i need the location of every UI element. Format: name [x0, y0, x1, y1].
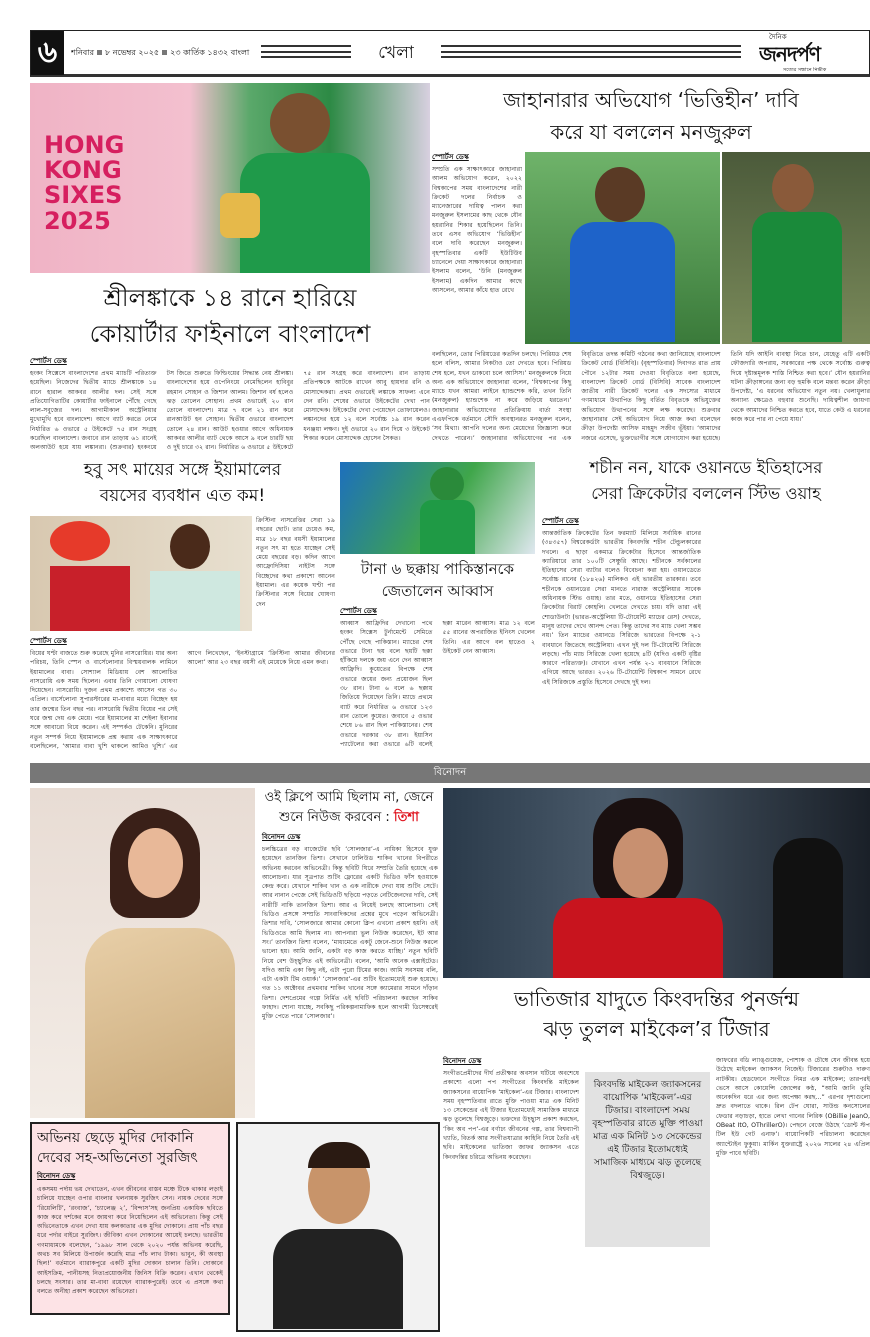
article-body: চলচ্চিত্রের বড় বাজেটের ছবি ‘সোলজার’-এ নায়িকা হিসেবে যুক্ত হয়েছেন তানজিন তিশা। সেখানে ঢালিউড শাকিব খানের বিপরীতে অভিনয় করবেন অভিনেত্রী। কিন্তু ছবিটি ঘিরে সম্প্রতি তৈরি হয়েছে এক আলোচনা। যার সূত্রপাত শুটিং ফ্লোরের একটি ভিডিও ফাঁস হওয়াকে কেন্দ্র করে। যেখানে শাকিব খান ও এক নারীকে দেখা যায় শুটিং সেটে। আর নানান পেজে সেই ভিডিওটি ছড়িয়ে পড়তে নেটিজেনদের দাবি, সেই নারীটি নাকি তানজিন তিশা। আর এ নিয়েই চলছে আলোচনা। সেই ভিডিও প্রসঙ্গে সম্প্রতি সাংবাদিকদের প্রশ্নের মুখে পড়েন অভিনেত্রী। তিশার দাবি, ‘সোলজারে আমার কোনো ক্লিপ এখনো প্রকাশ হয়নি। ওই ভিডিওতে আমি ছিলাম না। আপনারা ভুল নিউজ করেছেন, ইট আর সং।’ তানজিন তিশা বলেন, ‘মাধ্যমেতে একটু জেনে-শুনে নিউজ করলে ভালো হয়। আমি জানি, একটা বড় কাজ করতে যাচ্ছি।’ নতুন ছবিটি নিয়ে বেশ উচ্ছ্বসিত এই অভিনেত্রী। বলেন, ‘আমি অনেক এক্সাইটেড। যদিও আমি একা কিছু নই, এটা পুরো টিমের কাজ। আমি সবসময় বলি, এটা একটা টিম ওয়ার্ক।’ ‘সোলজার’-এর শুটিং ইতোমধ্যেই শুরু হয়েছে। গত ১১ অক্টোবর প্রথমবার শাকিব খানের সঙ্গে ক্যামেরার সামনে দাঁড়ান তিশা। দেশপ্রেমের গল্পে নির্মিত এই ছবিটি পরিচালনা করছেন সাকিব ফাহাদ। শোনা যাচ্ছে, সবকিছু পরিকল্পনামাফিক হলে আগামী ডিসেম্বরেই মুক্তি পেতে পারে ‘সোলজার’। — [262, 846, 438, 1021]
person-head-shape — [772, 164, 814, 212]
section-bar-entertainment: বিনোদন — [30, 763, 870, 783]
person-shirt-shape — [570, 222, 675, 342]
person-jersey-shape — [752, 212, 842, 342]
section-name: খেলা — [378, 43, 414, 63]
article-body: আব্বাস আফ্রিদির দেখানো পথে হংকং সিক্সেস টুর্নামেন্টে সেমিতে পৌঁছে গেছে পাকিস্তান। ম্যাচের শেষ ওভারে টানা ছয় বলে ছয়টি ছক্কা হাঁকিয়ে দলকে জয় এনে দেন আব্বাস আফ্রিদি। কুয়েতের বিপক্ষে শেষ ওভারে জয়ের জন্য প্রয়োজন ছিল ৩৮ রান। টানা ৬ বলে ৬ ছক্কায় জিতিয়ে দিয়েছেন তিনি। ম্যাচে প্রথমে ব্যাট করে নির্ধারিত ৬ ওভারে ১২৩ রান তোলে কুয়েত। জবাবে ৫ ওভার শেষে ৮৬ রান ছিল পাকিস্তানের। শেষ ওভারে দরকার ৩৮ রান। ইয়াসিন প্যাটেলের করা ওভারে ৬টি বলেই ছক্কা মারেন আব্বাস। মাত্র ১২ বলে ৫৫ রানের অপরাজিত ইনিংস খেলেন তিনি। এর আগে বল হাতেও ২ উইকেট নেন আব্বাস। — [340, 620, 535, 748]
headline-line: হবু সৎ মায়ের সঙ্গে ইয়ামালের — [83, 460, 282, 480]
spain-jersey-shape — [50, 566, 130, 631]
shirt-shape — [273, 1229, 403, 1329]
byline: বিনোদন ডেস্ক — [262, 833, 301, 841]
headline-line: বয়সের ব্যবধান এত কম! — [99, 486, 266, 506]
headline-line: শচীন নন, যাকে ওয়ানডে ইতিহাসের — [589, 458, 823, 477]
headline-story7 — [443, 984, 870, 1044]
headline-line: জেতালেন আব্বাস — [381, 582, 494, 600]
article-body: সংগীতপ্রেমীদের দীর্ঘ প্রতীক্ষার অবসান ঘটিয়ে অবশেষে প্রকাশ্যে এলো পপ সংগীতের কিংবদন্তি মাইকেল জ্যাকসনের বায়োপিক ‘মাইকেল’-এর টিজার। বাংলাদেশ সময় বৃহস্পতিবার রাতে মুক্তি পাওয়া মাত্র এক মিনিট ১৩ সেকেন্ডের এই টিজার ইতোমধ্যেই সামাজিক মাধ্যমে ঝড় তুলেছে বিশ্বজুড়ে। ভক্তদের উচ্ছ্বাস প্রকাশ করছেন, ‘কিং অব পপ’-এর বর্ণাঢ্য জীবনের গল্প, তার বিশ্বব্যাপী খ্যাতি, বিতর্ক আর সংগীতযাত্রার কাহিনি নিয়ে তৈরি এই ছবি। মাইকেলের ভাতিজা জাফর জ্যাকসন এতে কিংবদন্তির চরিত্রে অভিনয় করেছেন। — [443, 1070, 579, 1161]
headline-story1 — [30, 280, 430, 352]
byline: বিনোদন ডেস্ক — [443, 1057, 482, 1065]
abbas-photo — [340, 462, 535, 554]
headline-story5 — [542, 455, 870, 507]
headline-line: করে যা বললেন মনজুরুল — [550, 120, 752, 144]
face-shape — [613, 828, 668, 898]
headline-line: টানা ৬ ছক্কায় পাকিস্তানকে — [360, 560, 515, 578]
page-number: ৬ — [31, 31, 64, 75]
separator-icon — [97, 50, 102, 55]
headline-line: ঝড় তুলল মাইকেল’র টিজার — [543, 1017, 770, 1041]
date-english: ৮ নভেম্বর ২০২৫ — [104, 48, 160, 57]
article-body: হংকং সিক্সেসে বাংলাদেশের প্রথম ম্যাচটি পরিত্যক্ত হয়েছিল। নিজেদের দ্বিতীয় ম্যাচে শ্রীলঙ্কাকে ১৪ রানে হারাল আকবর আলীর দল। সেই সঙ্গে প্রতিযোগিতাটির কোয়ার্টার ফাইনালে পৌঁছে গেছে লাল-সবুজের দল। আগামীকাল অস্ট্রেলিয়ার মুখোমুখি হবে বাংলাদেশ। আগে ব্যাট করতে নেমে নির্ধারিত ৬ ওভারে ৫ উইকেটে ৭৫ রান সংগ্রহ করেছিল বাংলাদেশ। জবাবে রান তাড়ায় ৬১ রানেই অলআউট হয়ে যায় লঙ্কানরা। (শুক্রবার) হংকংয়ে টস জিতে শুরুতে ফিল্ডিংয়ের সিদ্ধান্ত নেয় শ্রীলঙ্কা। বাংলাদেশের হয়ে ওপেনিংয়ে নেমেছিলেন হাবিবুর রহমান সোহান ও জিশান আলম। জিশান বর্ষ হলেও ঝড় তোলেন সোহান। প্রথম ওভারেই ২০ রান তোলে বাংলাদেশ। মাত্র ৭ বলে ২১ রান করে রানআউট হন সোহান। দ্বিতীয় ওভারে বাংলাদেশ তোলে ২৪ রান। আউট হওয়ার আগে অধিনায়ক আকবর আলীর ব্যাট থেকে আসে ৯ বলে চারটি ছয় ও দুই চারে ৩২ রান। নির্ধারিত ৬ ওভারে ৫ উইকেটে ৭৫ রান সংগ্রহ করে বাংলাদেশ। রান তাড়ায় প্রতিপক্ষকে আটকে রাখেন আবু হায়দার রনি ও মোসাদ্দেকরা। প্রথম ওভারেই লঙ্কাকে সাফল্য এনে দেন রনি। শেষের ওভারে উইকেটের দেখা পান মোসাদ্দেক। উইকেটের দেখা পেয়েছেন তোফায়েলও। লঙ্কানদের হয়ে ১২ বলে সর্বোচ্চ ১৯ রান করেন ধনঞ্জয়া লক্ষণ। দুই ওভারে ২০ রান দিয়ে ৩ উইকেট শিকার করেন মোসাদ্দেক হোসেন সৈকত। — [30, 370, 430, 452]
person-shirt-shape — [150, 571, 240, 631]
byline: বিনোদন ডেস্ক — [37, 1172, 76, 1180]
brand-prefix: দৈনিক — [769, 33, 787, 41]
manjurul-photo — [525, 152, 720, 344]
masthead — [30, 30, 870, 77]
headline-story4 — [340, 558, 535, 602]
helmet-shape — [430, 467, 464, 501]
byline: স্পোর্টস ডেস্ক — [340, 607, 377, 615]
face-shape — [128, 828, 183, 898]
headline-line: ভাতিজার যাদুতে কিংবদন্তির পুনর্জন্ম — [513, 987, 800, 1011]
trophy-shape — [220, 193, 260, 238]
tisha-photo — [30, 788, 255, 1118]
photo-caption: HONG KONG SIXES 2025 — [44, 131, 125, 235]
person-head-shape — [595, 167, 645, 222]
article-body: সম্প্রতি এক সাক্ষাৎকারে জাহানারা আলম অভিযোগ করেন, ২০২২ বিশ্বকাপের সময় বাংলাদেশের নারী ক্রিকেট দলের নির্বাচক ও ম্যানেজারের দায়িত্ব পালন করা মনজুরুল ইসলামের কাছ থেকে যৌন হয়রানির শিকার হয়েছিলেন তিনি। তবে এসব অভিযোগ ‘ভিত্তিহীন’ বলে দাবি করেছেন মনজুরুল। বৃহস্পতিবার একটি ইউটিউব চ্যানেলে দেয়া সাক্ষাৎকারে জাহানারা ইসলাম বলেন, ‘উনি (মনজুরুল ইসলাম) একদিন আমার কাছে আসলেন, আমার কাঁধে হাত রেখে — [432, 166, 522, 294]
article-body: আন্তর্জাতিক ক্রিকেটের তিন ফরম্যাট মিলিয়ে সর্বাধিক রানের (৩৪৩৫৭) বিশ্বরেকর্ডটা ভারতীয় কিংবদন্তি শচীন টেন্ডুলকারের দখলে। এ ছাড়া একমাত্র ক্রিকেটার হিসেবে আন্তর্জাতিক ক্যারিয়ারে তার ১০০টি সেঞ্চুরি আছে। শচীনকে সর্বকালের ইতিহাসের সেরা ব্যাটার বলেও বিবেচনা করা হয়। ওয়ানডেতে সর্বোচ্চ রানের (১৮৪২৬) মালিকও এই ভারতীয় তারকার। তবে শচীনকে ওয়ানডের সেরা মানতে নারাজ অস্ট্রেলিয়ার সাবেক অধিনায়ক স্টিভ ওয়াহ। তার মতে, ওয়ানডে ইতিহাসের সেরা ক্রিকেটার বিরাট কোহলি। খেলতে দেখতে চায়। যদি তারা এই শোডাউনটা (ভারত-অস্ট্রেলিয়া টি-টোয়েন্টি ম্যাচের রেস) দেখতে, মানুষ তাদের দেখে আনন্দ পেত। কিন্তু তাদের সব ম্যাচ খেলা সম্ভব নয়।’ তিন ম্যাচের ওয়ানডে সিরিজে ভারতের বিপক্ষে ২-১ ব্যবধানে জিতেছে অস্ট্রেলিয়া। এখন দুই দল টি-টোয়েন্টি সিরিজে লড়ছে। পাঁচ ম্যাচ সিরিজে খেলা হয়েছে ৪টি (যদিও একটি বৃষ্টির কারণে পরিত্যক্ত)। যেখানে এখন পর্যন্ত ২-১ ব্যবধানে সিরিজে এগিয়ে আছে ভারত। ২০২৬ টি-টোয়েন্টি বিশ্বকাপ সামনে রেখে এই সিরিজকে প্রস্তুতি হিসেবে দেখছে দুই দল। — [542, 530, 701, 686]
story-box-surajit — [30, 1122, 230, 1315]
decorative-rules — [261, 45, 351, 59]
date-bangla: ২৩ কার্তিক ১৪৩২ বাংলা — [170, 48, 250, 57]
headline-story8 — [37, 1128, 223, 1168]
byline: স্পোর্টস ডেস্ক — [30, 357, 67, 365]
headline-line: অভিনয় ছেড়ে মুদির দোকানি — [37, 1130, 194, 1146]
article-body: বিয়ের ঘণ্টা বাজতে শুরু করেছে মুনির নাসরোয়ির। যার অন্য পরিচয়, তিনি স্পেন ও বার্সেলোনার বিস্ময়বালক লামিনে ইয়ামালের বাবা। সোশ্যাল মিডিয়ায় বেশ আলোচিত নাসরোয়ি এক সময় ছিলেন। এবার তিনি গোয়ালো ঘোষণা দিয়েছেন। নাসরোয়ি। দুজন প্রথম প্রকাশ্যে আসেন গত ৩০ এপ্রিল। বার্সেলোনা সুপারস্টারের মা-বাবার মধ্যে বিচ্ছেদ হয় তার জন্মের তিন বছর পর। নাসরোয়ি দ্বিতীয় বিয়ের পর সেই ঘরে জন্ম দেয় এক মেয়ে। পরে ইয়ামালের মা শেইলা ইবানার সঙ্গে আবারো বিয়ে করেন। এই সম্পর্কও টেকেনি। মুনিরের নতুন সম্পর্ক নিয়ে ইয়ামালকে প্রশ্ন করায় এক সাক্ষাৎকারে বলেছিলেন, ‘আমার বাবা খুশি থাকলে আমিও খুশি।’ এর আগে লিখেছেন, ‘ইনস্টাগ্রামে ‘ক্রিস্টিনা আমার জীবনের আলো’ আর ২৩ বছর বয়সী এই মেয়েকে নিয়ে এমন কথা। — [30, 650, 335, 750]
pull-quote: কিংবদন্তি মাইকেল জ্যাকসনের বায়োপিক ‘মাইকেল’-এর টিজার। বাংলাদেশ সময় বৃহস্পতিবার রাতে মুক্তি পাওয়া মাত্র এক মিনিট ১৩ সেকেন্ডের এই টিজার ইতোমধ্যেই সামাজিক মাধ্যমে ঝড় তুলেছে বিশ্বজুড়ে। — [585, 1072, 710, 1247]
headline-story2 — [432, 84, 870, 148]
article-side-text: ক্রিস্টিনা নাসরেত্তির সেরা ১৯ বছরের ছোট। তার চেয়েও কম, মাত্র ১৮ বছর বয়সী ইয়ামালের নতুন সৎ মা হতে যাচ্ছেন সেই মেয়ে বছরের বড়। কদিন আগে আফ্রোদিসিয়া নাইটস সঙ্গে বিচ্ছেদের কথা প্রকাশ্যে আনেন ইয়ামাল। এর কয়েক ঘণ্টা পর ক্রিস্টিনার সঙ্গে বিয়ের ঘোষণা দেন — [256, 517, 335, 608]
article-body: বলছিলেন, তোর পিরিয়ডের কতদিন চলছে। পিরিয়ড শেষ হলে বলিস, আমার নিকটাও তো দেখতে হবে। পিরিয়ড শেষ হলে, যখন ডাকবো চলে আসিস।’ মনজুরুলকে নিয়ে অন্য এক অভিযোগে জাহানারা বলেন, ‘বিশ্বকাপের কিছু ম্যাচে যখন আমরা লাইনে হ্যান্ডশেক করি, তখন তিনি (মনজুরুল) হ্যান্ডশেক না করে জড়িয়ে ধরতেন।’ জাহানারার অভিযোগের প্রতিক্রিয়ায় বার্তা সংস্থা এএফপিকে বর্তমানে সৌদি অবস্থানরত মনজুরুল বলেন, ‘সব মিথ্যা। আপনি দলের অন্য মেয়েদের জিজ্ঞাসা করে দেখতে পারেন।’ জাহানারার অভিযোগের পর এক বিবৃতিতে তদন্ত কমিটি গঠনের কথা জানিয়েছে বাংলাদেশ ক্রিকেট বোর্ড (বিসিবি)। (বৃহস্পতিবার) দিবাগত রাত প্রায় পৌনে ১২টার সময় দেওয়া বিবৃতিতে বলা হয়েছে, বাংলাদেশ ক্রিকেট বোর্ড (বিসিবি) সাবেক বাংলাদেশ জাতীয় নারী ক্রিকেট দলের এক সদস্যের মাধ্যমে গণমাধ্যমে উত্থাপিত কিছু বর্তিত বিবৃতকে অভিযুক্তের অভিযোগ উত্থাপনের সঙ্গে লক্ষ করেছে। শুক্রবার জাহানারার সেই অভিযোগ নিয়ে আজ কথা বলেছেন ক্রীড়া উপদেষ্টা আসিফ মাহমুদ সজীব ভূঁইয়া। ‘আমাদের নজরে এসেছে, ভুক্তভোগীর সঙ্গে যোগাযোগ করা হয়েছে। তিনি যদি আইনি ব্যবস্থা নিতে চান, যেহেতু এটি একটি ফৌজদারি অপরাধ, সরকারের পক্ষ থেকে সর্বোচ্চ গুরুত্ব দিয়ে দৃষ্টান্তমূলক শাস্তি নিশ্চিত করা হবে।’ যৌন হয়রানির ঘটনা ক্রীড়াঙ্গনের জন্য বড় হুমকি বলে মন্তব্য করেন ক্রীড়া উপদেষ্টা, ‘এ ধরনের অভিযোগ নতুন নয়। খেলাধুলার অন্যান্য ক্ষেত্রেও বহুবার শুনেছি। দায়িত্বশীল জায়গা থেকে আমাদের নিশ্চিত করতে হবে, যাতে কেউ এ ধরনের কাজ করে পার না পেয়ে যায়।’ — [432, 351, 870, 442]
surajit-photo — [236, 1122, 440, 1332]
yamal-father-photo — [30, 516, 252, 631]
jahanara-photo — [722, 152, 870, 344]
player-head-shape — [270, 93, 330, 153]
red-jacket-shape — [553, 898, 723, 978]
day: শনিবার — [71, 48, 94, 57]
headline-line: দেবের সহ-অভিনেতা সুরজিৎ — [37, 1150, 198, 1166]
brand-tagline: সত্যের সন্ধানে নির্ভীক — [783, 67, 827, 73]
byline: স্পোর্টস ডেস্ক — [432, 153, 469, 161]
gown-shape — [85, 928, 235, 1118]
byline: স্পোর্টস ডেস্ক — [542, 517, 579, 525]
wig-shape — [50, 521, 110, 561]
article-body: একসময় পর্দায় ভয় দেখাতেন, এখন জীবনের বাস্তব মঞ্চে টিকে থাকার লড়াই চালিয়ে যাচ্ছেন ওপার বাংলার খলনায়ক সুরজিৎ সেন। নায়ক দেবের সঙ্গে ‘রিয়েলিটি’, ‘রংবাজ’, ‘চ্যালেঞ্জ ২’, ‘বিন্দাস’সহ জনপ্রিয় একাধিক ছবিতে কাজ করে দর্শকের মনে জায়গা করে নিয়েছিলেন এই অভিনেতা। কিন্তু সেই অভিনেতাকে এখন দেখা যায় কলকাতার এক মুদির দোকানে। প্রায় পাঁচ বছর ধরে পর্দার বাইরে সুরজিৎ। জীবিকা এখন দোকানের আয়েই চলছে। ভারতীয় গণমাধ্যমকে বলেছেন, ‘১৯৯৮ সাল থেকে ২০২০ পর্যন্ত অভিনয় করেছি, অথচ সব মিলিয়ে উপার্জন করেছি মাত্র পাঁচ লাখ টাকা। ভাবুন, কী অবস্থা ছিল!’ বর্তমানে ব্যারাকপুরে একটি মুদির দোকান চালান তিনি। দোকানে আইসক্রিম, পানীয়সহ নিত্যপ্রয়োজনীয় জিনিস বিক্রি করেন। এখান থেকেই চলছে সংসার। তার মা-বাবা রয়েছেন ব্যারাকপুরেই। তবে এ প্রসঙ্গে কথা বলতে অনীহা প্রকাশ করেছেন অভিনেতা। — [37, 1186, 223, 1296]
headline-story6 — [258, 788, 440, 828]
headline-story3 — [30, 457, 335, 509]
headline-line: সেরা ক্রিকেটার বললেন স্টিভ ওয়াহ — [591, 484, 821, 503]
brand-logo: জনদর্পণ — [759, 42, 821, 66]
headline-line: ওই ক্লিপে আমি ছিলাম না, জেনে — [264, 790, 434, 805]
article-body: জাফরের বডি ল্যাঙ্গুয়েজ, পোশাক ও চৌম্বে যেন জীবন্ত হয়ে উঠেছে মাইকেল জ্যাকসন নিজেই। টিজারের শুরুটাও দারুণ নাটকীয়। হেডফোনে সংগীতে নিমগ্ন এক মাইকেল; তারপরই ভেসে আসে কোয়েন্সি জোন্সের কণ্ঠ, “আমি জানি তুমি অনেকদিন ধরে এর জন্য অপেক্ষা করছ...” এরপর দৃশ্যগুলো দ্রুত বদলাতে থাকে। রিল টেপ ঘোরা, সাউন্ড কনসোলের ফেডার নড়াচড়া, হাতে লেখা গানের লিরিক (OBillie JeanO, OBeat ItO, OThrillerO)। পেছনে বেজে উঠছে ‘ডোন্ট স্টপ টিল ইউ গেট এনাফ’। বায়োপিকটি পরিচালনা করেছেন অ্যান্টোইন ফুকুয়া। মার্কিন যুক্তরাষ্ট্রে ২০২৬ সালের ২৪ এপ্রিল মুক্তি পাবে ছবিটি। — [716, 1057, 870, 1157]
headline-name-highlight: তিশা — [393, 810, 419, 825]
headline-line: শুনে নিউজ করবেন : — [279, 810, 390, 825]
byline: স্পোর্টস ডেস্ক — [30, 637, 67, 645]
separator-icon — [162, 50, 167, 55]
headline-line: জাহানারার অভিযোগ ‘ভিত্তিহীন’ দাবি — [503, 88, 799, 112]
decorative-rules — [441, 45, 741, 59]
hair-shape — [308, 1142, 370, 1168]
headline-line: কোয়ার্টার ফাইনালে বাংলাদেশ — [89, 320, 371, 348]
background-person-shape — [773, 838, 843, 978]
player-jersey-shape — [420, 500, 475, 554]
headline-line: শ্রীলঙ্কাকে ১৪ রানে হারিয়ে — [103, 284, 357, 312]
dateline — [71, 47, 251, 59]
person-head-shape — [170, 524, 210, 569]
michael-teaser-photo — [443, 788, 870, 978]
hong-kong-sixes-photo — [30, 83, 430, 273]
